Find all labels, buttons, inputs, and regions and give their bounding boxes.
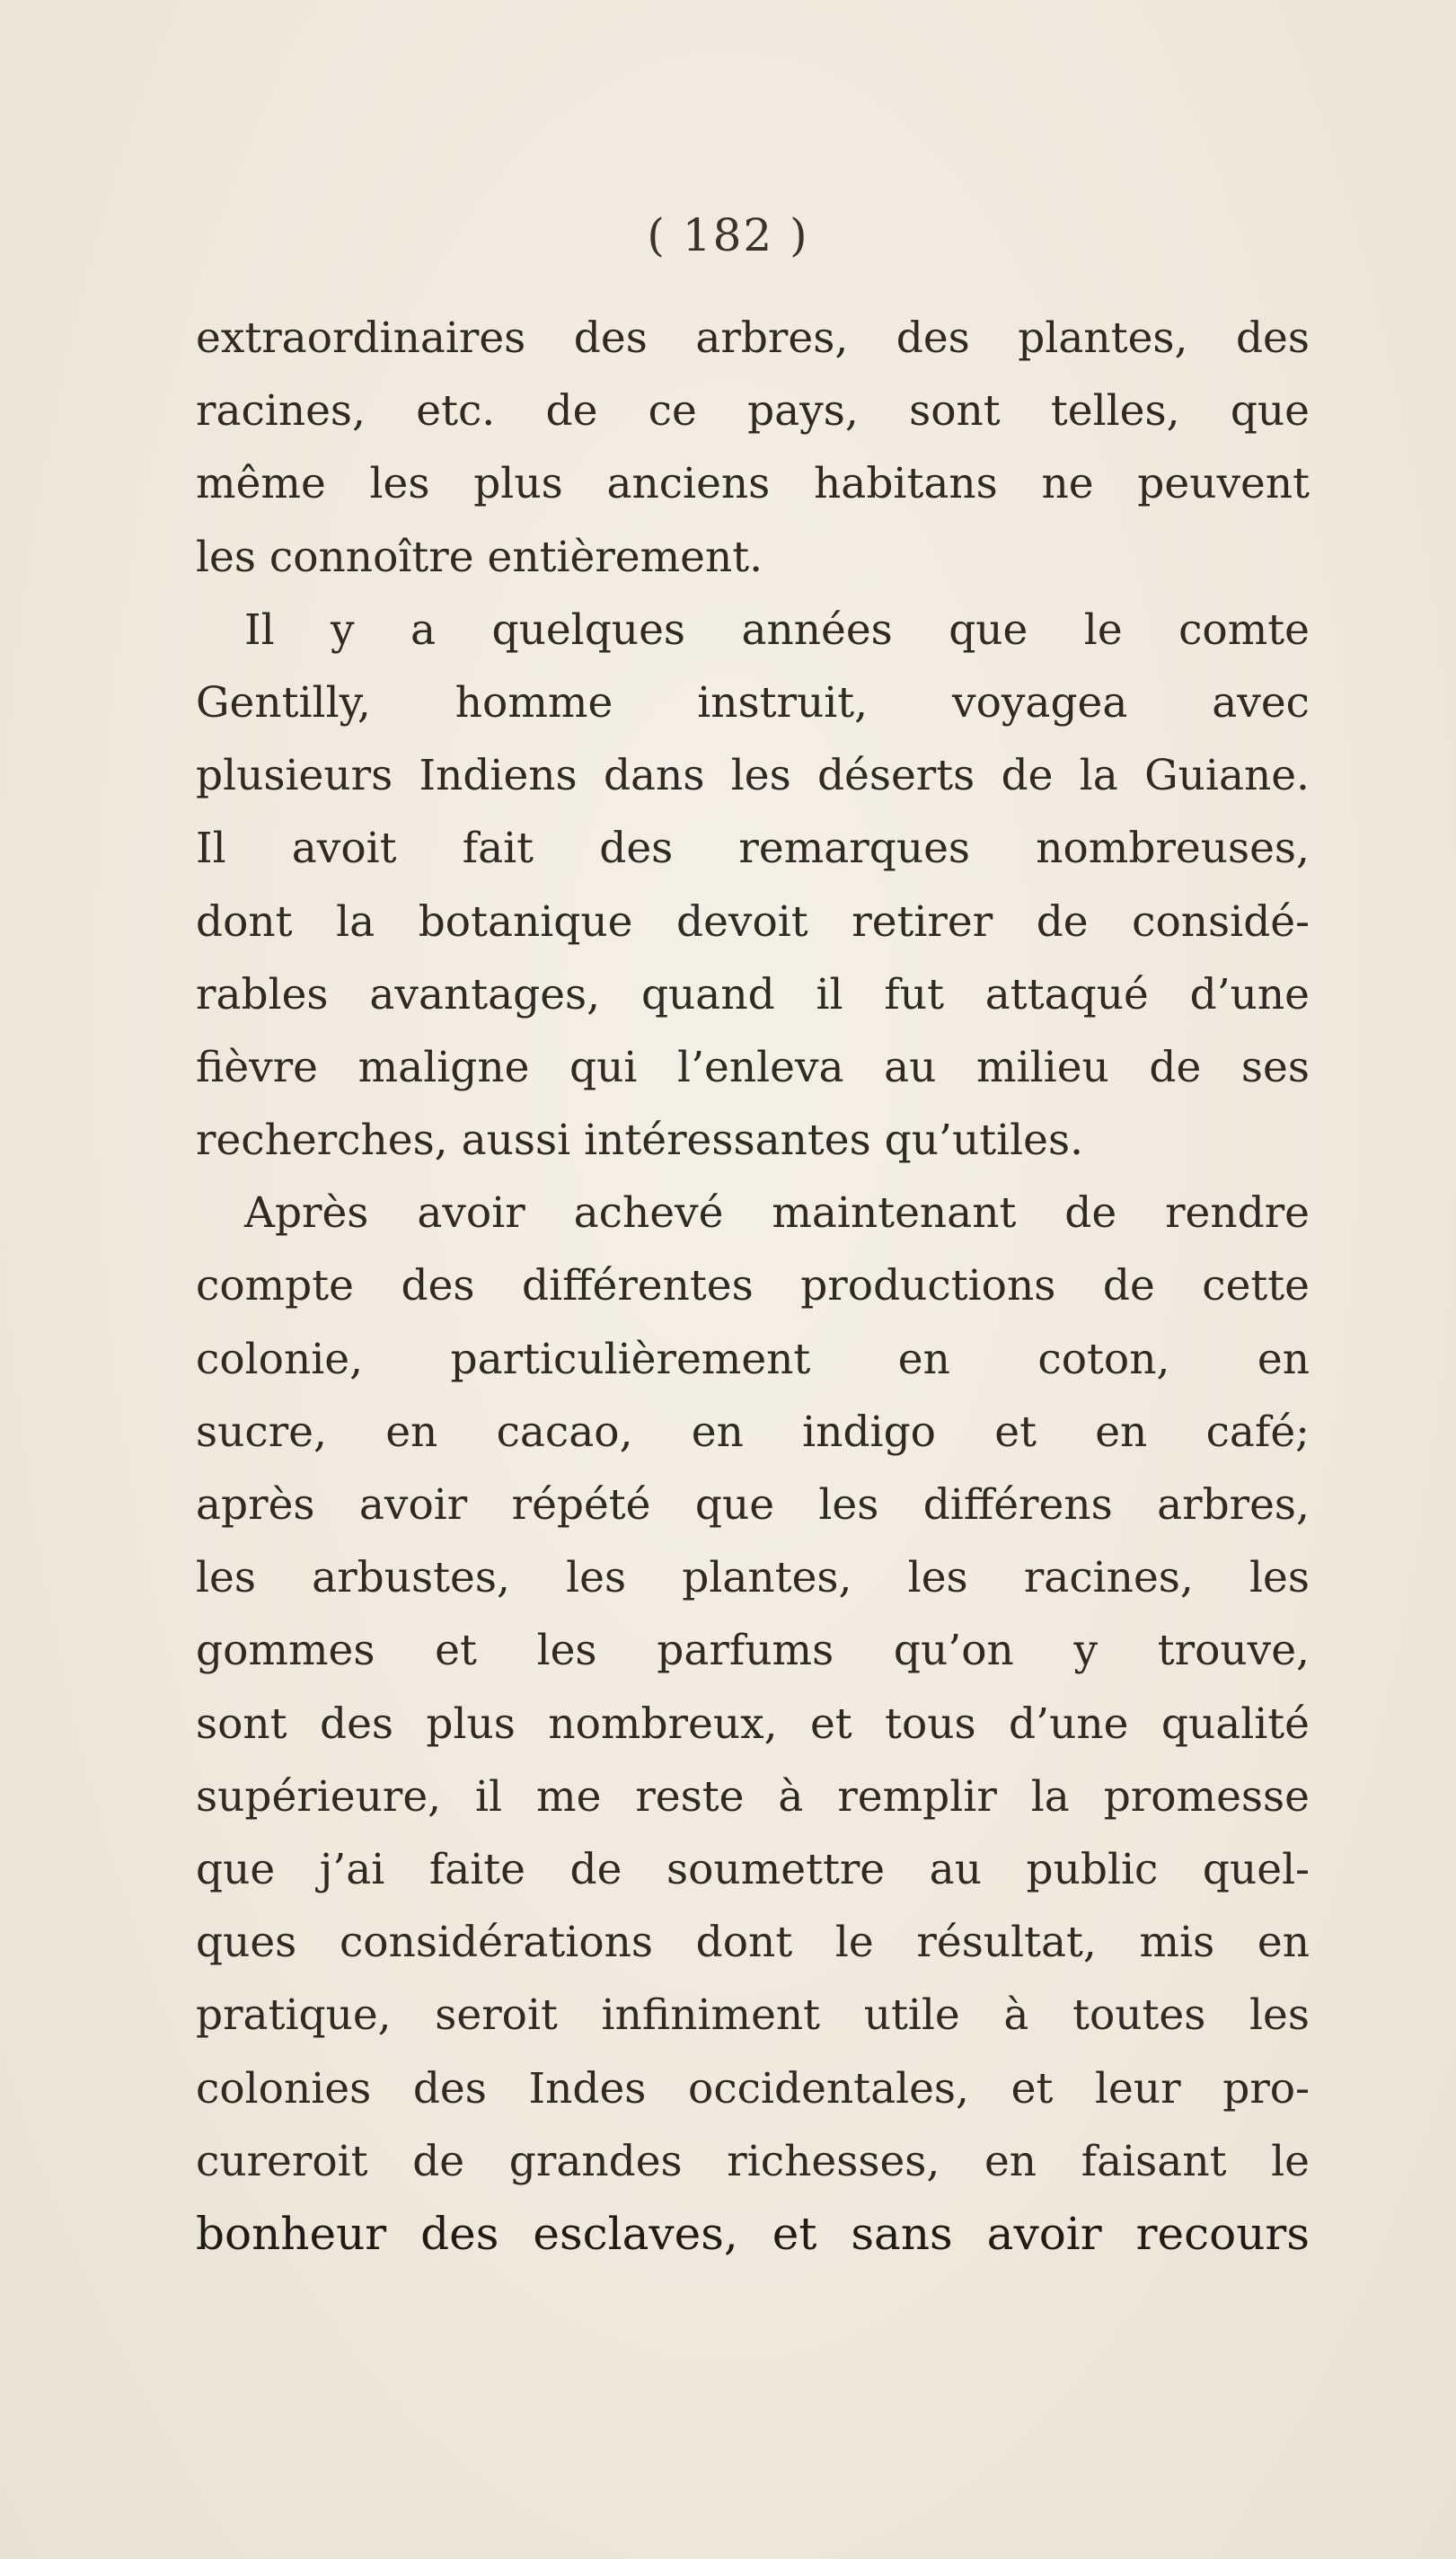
text-line: plusieurs Indiens dans les déserts de la Guiane.	[196, 751, 1310, 801]
text-line: que j’ai faite de soumettre au public quel-	[196, 1844, 1310, 1894]
text-line: ques considérations dont le résultat, mis en	[196, 1918, 1310, 1968]
page-number: ( 182 )	[647, 209, 809, 261]
text-line: dont la botanique devoit retirer de considé-	[196, 896, 1310, 947]
text-line: après avoir répété que les différens arbres,	[196, 1480, 1310, 1530]
text-line: même les plus anciens habitans ne peuvent	[196, 459, 1310, 509]
text-line: Il y a quelques années que le comte	[244, 604, 1310, 655]
text-line: bonheur des esclaves, et sans avoir recours	[196, 2207, 1310, 2260]
text-line: Il avoit fait des remarques nombreuses,	[196, 824, 1310, 874]
text-line: Gentilly, homme instruit, voyagea avec	[196, 677, 1310, 728]
text-line: Après avoir achevé maintenant de rendre	[244, 1188, 1310, 1239]
text-line: compte des différentes productions de cette	[196, 1261, 1310, 1311]
text-line: colonie, particulièrement en coton, en	[196, 1334, 1310, 1384]
text-line: les arbustes, les plantes, les racines, les	[196, 1553, 1310, 1603]
text-line: recherches, aussi intéressantes qu’utiles.	[196, 1116, 1084, 1166]
text-line: cureroit de grandes richesses, en faisant le	[196, 2136, 1310, 2186]
text-line: rables avantages, quand il fut attaqué d’une	[196, 969, 1310, 1019]
text-line: sucre, en cacao, en indigo et en café;	[196, 1407, 1310, 1457]
text-line: sont des plus nombreux, et tous d’une qualité	[196, 1699, 1310, 1749]
text-line: racines, etc. de ce pays, sont telles, que	[196, 386, 1310, 437]
text-line: extraordinaires des arbres, des plantes, des	[196, 313, 1310, 363]
text-line: supérieure, il me reste à remplir la promesse	[196, 1771, 1310, 1822]
body-text	[196, 302, 1310, 2271]
text-line: les connoître entièrement.	[196, 532, 763, 582]
text-line: gommes et les parfums qu’on y trouve,	[196, 1626, 1310, 1676]
text-line: pratique, seroit infiniment utile à toutes les	[196, 1990, 1310, 2041]
text-line: colonies des Indes occidentales, et leur pro-	[196, 2063, 1310, 2113]
text-line: fièvre maligne qui l’enleva au milieu de ses	[196, 1042, 1310, 1092]
